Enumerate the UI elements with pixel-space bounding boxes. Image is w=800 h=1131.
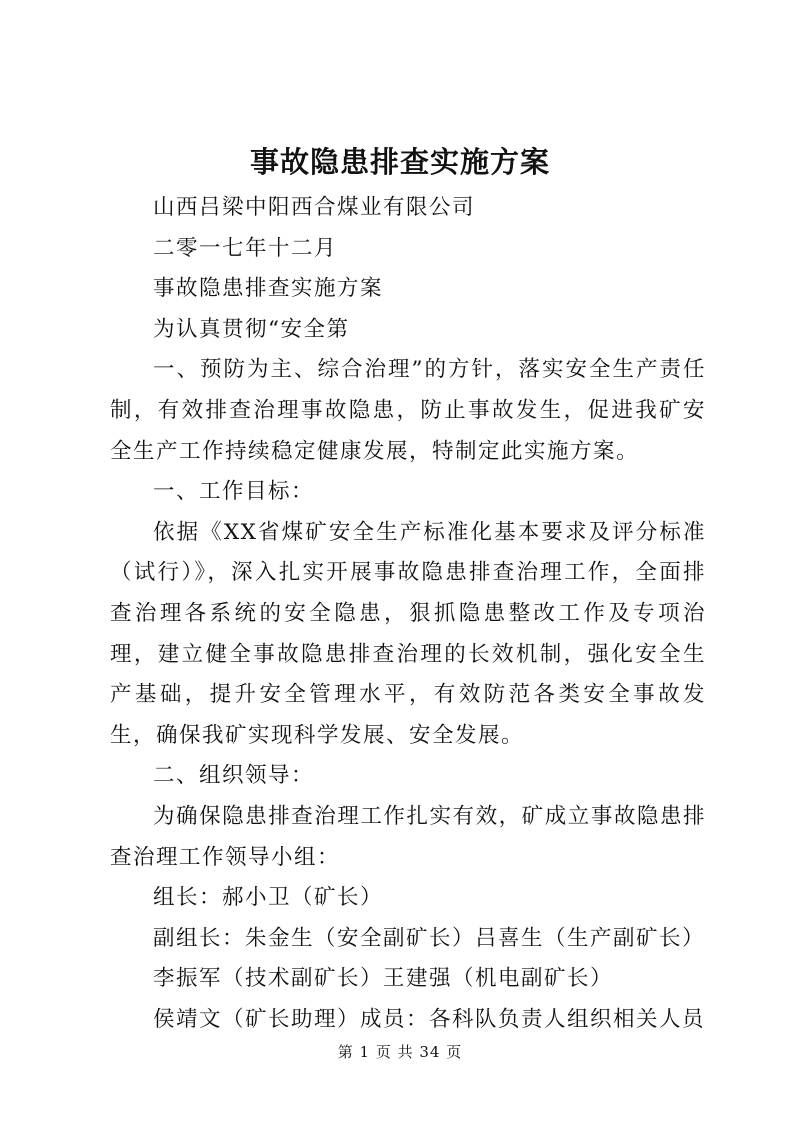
paragraph-deputy-leaders-cont: 李振军（技术副矿长）王建强（机电副矿长） [153, 966, 614, 992]
heading-organization: 二、组织领导： [153, 763, 315, 789]
paragraph-policy: 一、预防为主、综合治理”的方针，落实安全生产责任制，有效排查治理事故隐患，防止事故发生，促进我矿安全生产工作持续稳定健康发展，特制定此实施方案。 [110, 357, 706, 464]
document-body [110, 188, 706, 1040]
paragraph-subtitle: 事故隐患排查实施方案 [153, 276, 384, 302]
paragraph-organization: 为确保隐患排查治理工作扎实有效，矿成立事故隐患排查治理工作领导小组： [110, 803, 706, 870]
paragraph-date: 二零一七年十二月 [153, 235, 338, 261]
paragraph-intro: 为认真贯彻“安全第 [153, 316, 350, 342]
paragraph-company: 山西吕梁中阳西合煤业有限公司 [153, 195, 476, 220]
page-footer: 第 1 页 共 34 页 [337, 1043, 463, 1061]
paragraph-deputy-leaders: 副组长：朱金生（安全副矿长）吕喜生（生产副矿长） [153, 925, 706, 951]
paragraph-work-goals: 依据《XX省煤矿安全生产标准化基本要求及评分标准（试行）》，深入扎实开展事故隐患排查治理工作，全面排查治理各系统的安全隐患，狠抓隐患整改工作及专项治理，建立健全事故隐患排查治理的长效机制，强化安全生产基础，提升安全管理水平，有效防范各类安全事故发生，确保我矿实现科学发展、安全发展。 [110, 519, 706, 748]
heading-work-goals: 一、工作目标： [153, 479, 315, 505]
paragraph-group-leader: 组长：郝小卫（矿长） [153, 885, 384, 911]
paragraph-members: 侯靖文（矿长助理）成员：各科队负责人组织相关人员 [153, 1006, 706, 1032]
document-title: 事故隐患排查实施方案 [249, 145, 550, 179]
